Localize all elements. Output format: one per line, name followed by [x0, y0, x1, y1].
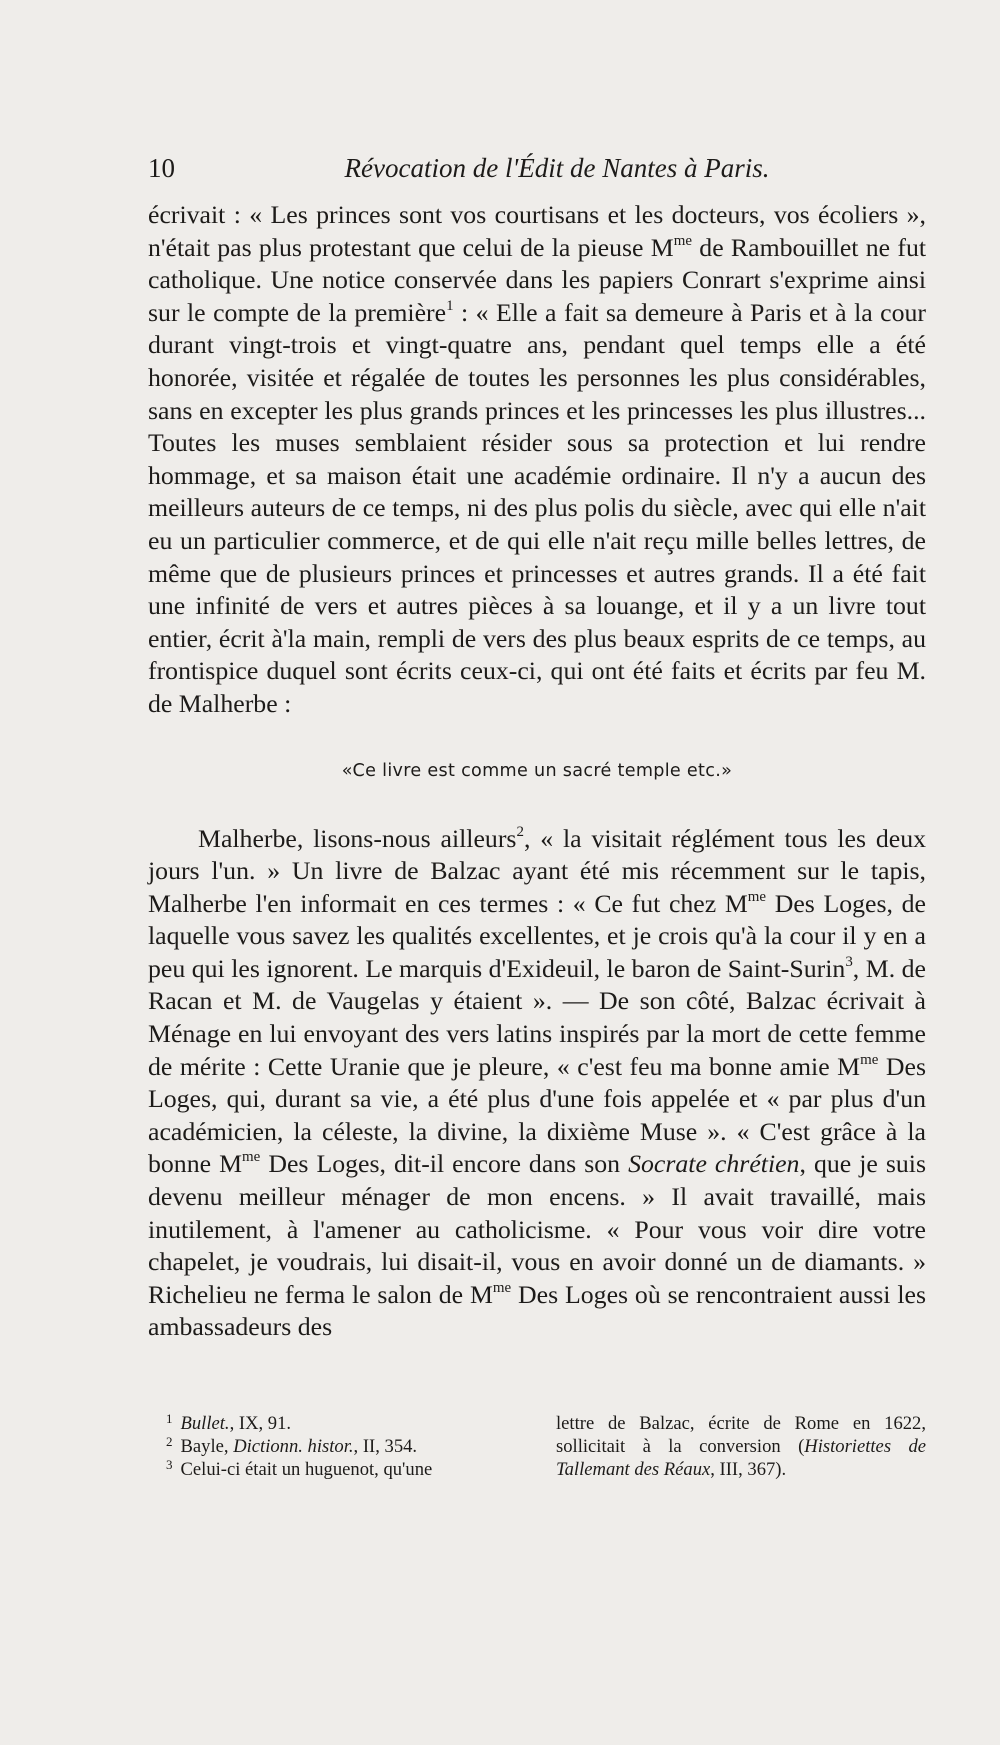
- page-number: 10: [148, 153, 175, 183]
- footnote-ref: 3: [845, 953, 853, 970]
- paragraph: écrivait : « Les princes sont vos courtisans et les docteurs, vos écoliers », n'était pas plus protestant que celui de la pieuse $M^{me}$ de Rambouillet ne fut catholique. Une notice conservée dans les papiers Conrart s'exprime ainsi sur le compte de la première$^1$ : « Elle a fait sa demeure à Paris et à la cour durant vingt-trois et vingt-quatre ans, pendant quel temps elle a été honorée, visitée et régalée de toutes les personnes les plus considérables, sans en excepter les plus grands princes et les princesses les plus illustres... Toutes les muses semblaient résider sous sa protection et lui rendre hommage, et sa maison était une académie ordinaire. Il n'y a aucun des meilleurs auteurs de ce temps, ni des plus polis du siècle, avec qui elle n'ait eu un particulier commerce, et de qui elle n'ait reçu mille belles lettres, de même que de plusieurs princes et princesses et autres grands. Il a été fait une infinité de vers et autres pièces à sa louange, et il y a un livre tout entier, écrit à'la main, rempli de vers des plus beaux esprits de ce temps, au frontispice duquel sont écrits ceux-ci, qui ont été faits et écrits par feu M. de Malherbe :: [148, 200, 927, 718]
- paragraph: Malherbe, lisons-nous ailleurs$^2$, « la visitait réglément tous les deux jours l'un. » Un livre de Balzac ayant été mis récemment sur le tapis, Malherbe l'en informait en ces termes : « Ce fut chez $M^{me}$ Des Loges, de laquelle vous savez les qualités excellentes, et je crois qu'à la cour il y en a peu qui les ignorent. Le marquis d'Exideuil, le baron de Saint-Surin$^3$, M. de Racan et M. de Vaugelas y étaient ». — De son côté, Balzac écrivait à Ménage en lui envoyant des vers latins inspirés par la mort de cette femme de mérite : Cette Uranie que je pleure, « c'est feu ma bonne amie $M^{me}$ Des Loges, qui, durant sa vie, a été plus d'une fois appelée et « par plus d'un académicien, la céleste, la divine, la dixième Muse ». « C'est grâce à la bonne $M^{me}$ Des Loges, dit-il encore dans son Socrate chrétien, que je suis devenu meilleur ménager de mon encens. » Il avait travaillé, mais inutilement, à l'amener au catholicisme. « Pour vous voir dire votre chapelet, je voudrais, lui disait-il, vous en avoir donné un de diamants. » Richelieu ne ferma le salon de $M^{me}$ Des Loges où se rencontraient aussi les ambassadeurs des: [148, 823, 926, 1342]
- footnotes-right-column: [556, 1412, 926, 1481]
- footnote-ref: 2: [516, 823, 524, 840]
- main-text: [148, 199, 926, 1344]
- footnote: $^1$ Bullet., IX, 91.: [166, 1411, 292, 1434]
- footnote-continuation: lettre de Balzac, écrite de Rome en 1622, sollicitait à la conversion (Historiettes de Tallemant des Réaux, III, 367).: [556, 1413, 927, 1480]
- italic-title: Socrate chrétien: [628, 1149, 800, 1179]
- footnote: $^2$ Bayle, Dictionn. histor., II, 354.: [166, 1434, 418, 1457]
- running-title: Révocation de l'Édit de Nantes à Paris.: [344, 153, 770, 183]
- footnote: $^3$ Celui-ci était un huguenot, qu'une: [166, 1457, 433, 1480]
- footnote-ref: 1: [446, 297, 454, 314]
- verse-quote: «Ce livre est comme un sacré temple etc.»: [341, 760, 733, 781]
- footnotes-left-column: [166, 1412, 526, 1481]
